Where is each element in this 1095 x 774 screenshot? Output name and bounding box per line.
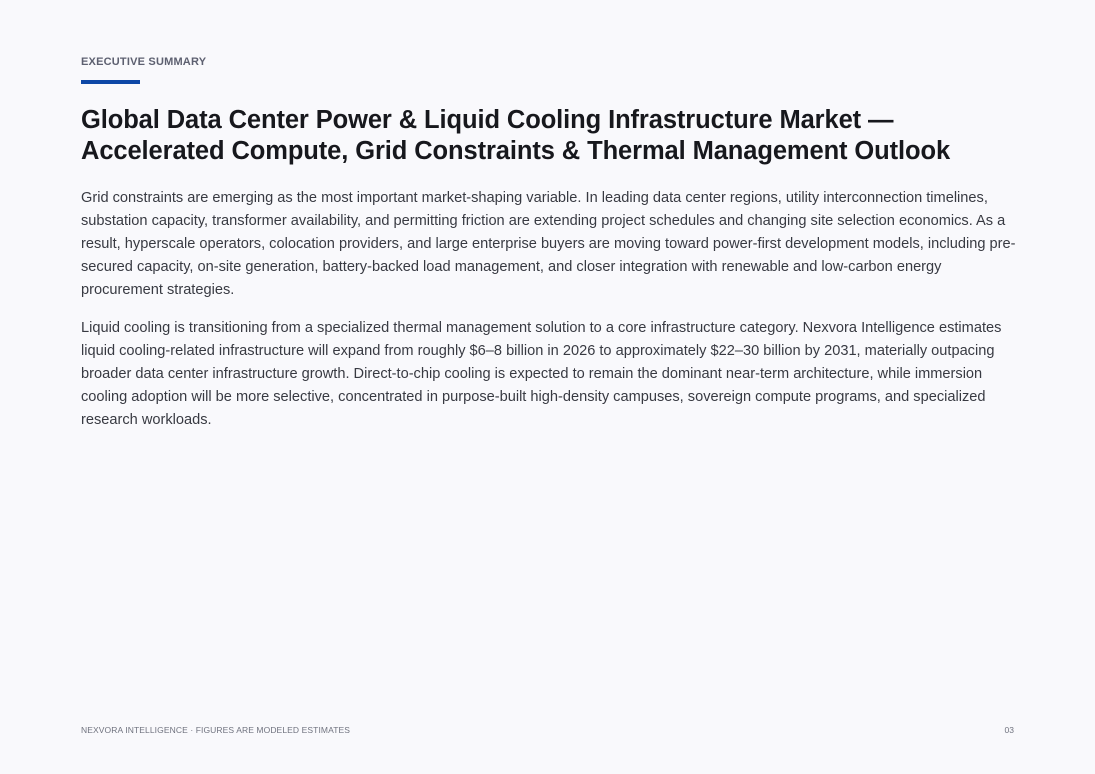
footer-page-number: 03 [1004, 725, 1014, 735]
page-title-line-1: Global Data Center Power & Liquid Cooling Infrastructure Market — [81, 106, 894, 134]
document-page [81, 0, 1014, 774]
footer-source-note: NEXVORA INTELLIGENCE · FIGURES ARE MODELED ESTIMATES [81, 725, 351, 735]
summary-paragraph-grid-constraints: Grid constraints are emerging as the most important market-shaping variable. In leading data center regions, utility interconnection timelines, substation capacity, transformer availability, and permitting friction are extending project schedules and changing site selection economics. As a result, hyperscale operators, colocation providers, and large enterprise buyers are moving toward power-first development models, including pre-secured capacity, on-site generation, battery-backed load management, and closer integration with renewable and low-carbon energy procurement strategies. [81, 190, 1016, 298]
summary-paragraph-liquid-cooling: Liquid cooling is transitioning from a specialized thermal management solution to a core infrastructure category. Nexvora Intelligence estimates liquid cooling-related infrastructure will expand from roughly $6–8 billion in 2026 to approximately $22–30 billion by 2031, materially outpacing broader data center infrastructure growth. Direct-to-chip cooling is expected to remain the dominant near-term architecture, while immersion cooling adoption will be more selective, concentrated in purpose-built high-density campuses, sovereign compute programs, and specialized research workloads. [81, 320, 1002, 428]
section-eyebrow: EXECUTIVE SUMMARY [81, 56, 207, 68]
summary-body [81, 187, 1016, 447]
page-title-line-2: Accelerated Compute, Grid Constraints & Thermal Management Outlook [81, 137, 951, 165]
accent-divider [81, 80, 140, 84]
page-title [81, 105, 1041, 167]
